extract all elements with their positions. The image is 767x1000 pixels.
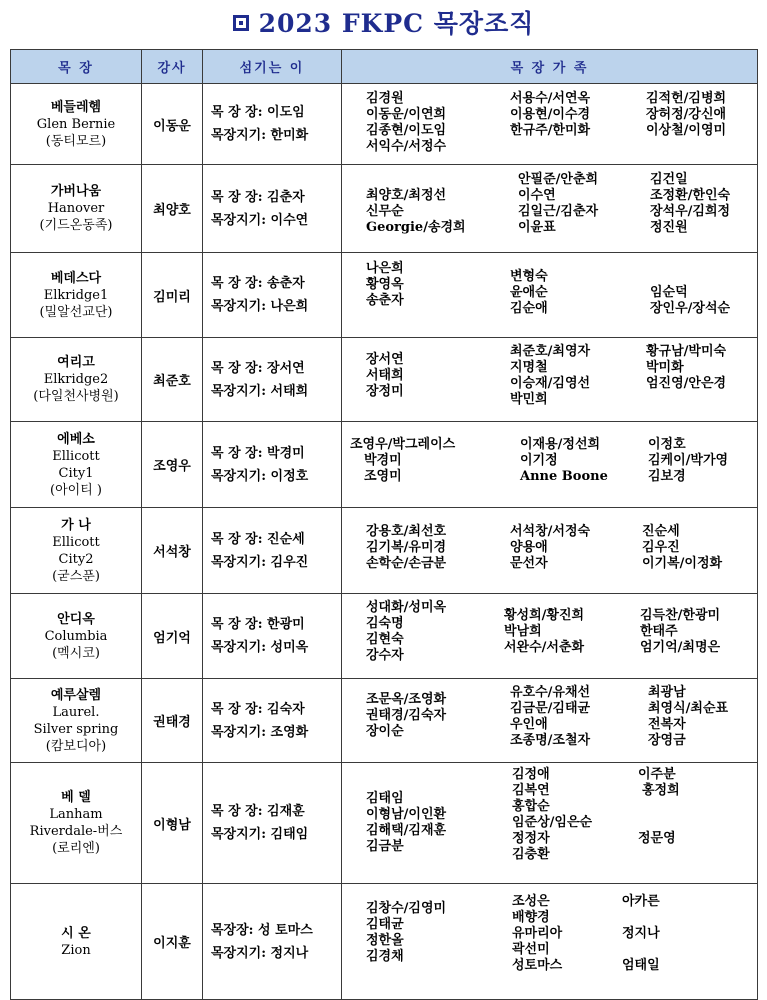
region-name-en: Hanover xyxy=(47,201,105,216)
family-entry: 장이순 xyxy=(366,724,404,739)
family-entry: 정한올 xyxy=(366,933,404,948)
families-cell xyxy=(342,884,758,1000)
family-column xyxy=(510,344,590,408)
family-entry: 손학순/손금분 xyxy=(366,556,447,571)
family-entry: 박남희 xyxy=(504,624,542,639)
family-entry: 정지나 xyxy=(622,926,660,941)
region-name-en: Columbia xyxy=(44,628,108,644)
family-entry: 김경채 xyxy=(366,949,404,964)
helper-text: 목장지기: 한미화 xyxy=(211,128,309,143)
helper-text: 목장지기: 이수연 xyxy=(211,212,309,228)
family-entry: 변형숙 xyxy=(510,269,548,284)
helper-text: 목장지기: 김우진 xyxy=(211,554,309,570)
region-mission: (동티모르) xyxy=(45,133,107,149)
region-cell xyxy=(11,165,142,253)
family-entry: 한태주 xyxy=(640,624,678,639)
region-cell xyxy=(11,508,142,594)
family-column xyxy=(638,767,680,847)
family-entry: 김태임 xyxy=(366,791,404,806)
family-entry: 김보경 xyxy=(648,469,686,484)
pastor-cell: 이지훈 xyxy=(142,884,203,1000)
table-row xyxy=(11,594,758,679)
family-column xyxy=(510,269,548,317)
family-column xyxy=(518,172,598,236)
family-entry: 권태경/김숙자 xyxy=(366,708,447,723)
family-entry: 김현숙 xyxy=(366,632,404,647)
region-name-en: Ellicott xyxy=(52,534,100,550)
family-column xyxy=(520,437,608,485)
family-entry: 장인우/장석순 xyxy=(650,301,731,316)
family-entry: Georgie/송경희 xyxy=(366,220,466,235)
family-entry: 김금문/김태균 xyxy=(510,701,591,716)
leader-text: 목 장 장: 김춘자 xyxy=(211,189,305,205)
region-name-ko: 에베소 xyxy=(57,431,95,447)
family-entry: 이기정 xyxy=(520,453,558,468)
family-entry: 양용애 xyxy=(510,540,548,555)
region-name-en: City1 xyxy=(58,465,94,481)
region-name-en: Glen Bernie xyxy=(36,116,116,132)
servants-cell xyxy=(203,338,342,422)
leader-text: 목 장 장: 김숙자 xyxy=(211,701,305,717)
family-entry: 김태균 xyxy=(366,917,404,932)
table-row xyxy=(11,763,758,884)
family-entry: 임준상/임은순 xyxy=(512,815,593,830)
pastor-cell: 최양호 xyxy=(142,165,203,253)
region-mission: (굳스푼) xyxy=(52,568,100,584)
region-name-ko: 가 나 xyxy=(61,517,91,533)
family-column xyxy=(622,894,660,974)
header-row xyxy=(11,50,758,84)
family-entry: 전복자 xyxy=(648,717,686,732)
leader-text: 목 장 장: 장서연 xyxy=(211,360,305,376)
family-entry: 윤애순 xyxy=(510,285,548,300)
pastor-cell: 서석창 xyxy=(142,508,203,594)
page-title-text: 2023 FKPC 목장조직 xyxy=(258,9,535,38)
region-cell xyxy=(11,763,142,884)
servants-cell xyxy=(203,422,342,508)
family-entry: 서완수/서춘화 xyxy=(504,640,585,655)
family-entry: 안필준/안춘희 xyxy=(518,172,599,187)
family-column xyxy=(510,91,590,139)
pastor-cell: 엄기억 xyxy=(142,594,203,679)
leader-text: 목 장 장: 김재훈 xyxy=(211,804,305,819)
table-row xyxy=(11,884,758,1000)
leader-text: 목 장 장: 진순세 xyxy=(211,531,305,547)
servants-cell xyxy=(203,884,342,1000)
family-column xyxy=(366,261,404,309)
families-cell xyxy=(342,338,758,422)
family-entry: 강용호/최선호 xyxy=(366,524,447,539)
family-entry: 정진원 xyxy=(650,220,688,235)
servants-cell xyxy=(203,594,342,679)
family-entry: 김창수/김영미 xyxy=(366,901,447,916)
family-entry: 이용현/이수경 xyxy=(510,107,591,122)
square-bullet-icon xyxy=(233,15,249,31)
family-entry: 이정호 xyxy=(648,437,686,452)
pastor-cell: 김미리 xyxy=(142,253,203,338)
family-entry: 유호수/유채선 xyxy=(510,685,591,700)
family-entry: 장영금 xyxy=(648,733,686,748)
family-entry: 박경미 xyxy=(364,453,402,468)
family-entry: 문선자 xyxy=(510,556,548,571)
region-mission: (밀알선교단) xyxy=(39,304,113,320)
families-cell xyxy=(342,165,758,253)
family-entry: 김복연 xyxy=(512,783,550,798)
region-name-en: Silver spring xyxy=(33,721,119,737)
family-column xyxy=(510,524,590,572)
servants-cell xyxy=(203,763,342,884)
family-entry: 장석우/김희정 xyxy=(650,204,731,219)
family-entry: 이재용/정선희 xyxy=(520,437,601,452)
family-entry: 강수자 xyxy=(366,648,404,663)
region-cell xyxy=(11,594,142,679)
family-entry: 박민희 xyxy=(510,392,548,407)
family-entry: 나은희 xyxy=(366,261,404,276)
region-name-en: Laurel. xyxy=(52,704,100,720)
family-entry: 서태희 xyxy=(366,368,404,383)
family-entry: 엄기억/최명은 xyxy=(640,640,721,655)
families-cell xyxy=(342,594,758,679)
header-pastor: 강사 xyxy=(142,50,203,84)
family-entry: 서석창/서정숙 xyxy=(510,524,591,539)
family-column xyxy=(512,894,562,974)
helper-text: 목장지기: 성미옥 xyxy=(211,640,309,655)
families-cell xyxy=(342,679,758,763)
family-entry: 김우진 xyxy=(642,540,680,555)
servants-cell xyxy=(203,165,342,253)
families-cell xyxy=(342,422,758,508)
family-entry: 박미화 xyxy=(646,360,684,375)
family-entry: 조성은 xyxy=(512,894,550,909)
family-entry: 이수연 xyxy=(518,188,556,203)
family-entry: 김일근/김춘자 xyxy=(518,204,599,219)
region-mission: (멕시코) xyxy=(52,645,100,661)
table-row xyxy=(11,253,758,338)
families-cell xyxy=(342,763,758,884)
region-mission: (아이티 ) xyxy=(50,482,102,498)
table-row xyxy=(11,165,758,253)
family-column xyxy=(642,524,722,572)
family-entry: 성토마스 xyxy=(512,958,563,973)
servants-cell xyxy=(203,679,342,763)
table-row xyxy=(11,679,758,763)
family-entry: 최광남 xyxy=(648,685,686,700)
servants-cell xyxy=(203,84,342,165)
family-entry: 장정미 xyxy=(366,384,404,399)
family-column xyxy=(650,285,730,317)
header-mokjang: 목 장 xyxy=(11,50,142,84)
family-entry: 이형남/이인환 xyxy=(366,807,447,822)
family-entry: 엄태일 xyxy=(622,958,660,973)
family-entry: 조문옥/조영화 xyxy=(366,692,447,707)
region-cell xyxy=(11,884,142,1000)
pastor-cell: 조영우 xyxy=(142,422,203,508)
family-entry: 김케이/박가영 xyxy=(648,453,729,468)
family-entry: 황성희/황진희 xyxy=(504,608,585,623)
family-entry: Anne Boone xyxy=(520,469,608,484)
family-entry: 홍정희 xyxy=(642,783,680,798)
region-name-ko: 베데스다 xyxy=(50,270,102,286)
family-entry: 한규주/한미화 xyxy=(510,123,591,138)
family-entry: 이기복/이정화 xyxy=(642,556,723,571)
family-entry: 장서연 xyxy=(366,352,404,367)
family-column xyxy=(646,91,726,139)
family-column xyxy=(366,600,446,664)
family-entry: 엄진영/안은경 xyxy=(646,376,727,391)
family-entry: 성대화/성미옥 xyxy=(366,600,447,615)
family-entry: 이주분 xyxy=(638,767,676,782)
leader-text: 목 장 장: 박경미 xyxy=(211,445,305,461)
family-entry: 김경원 xyxy=(366,91,404,106)
leader-text: 목 장 장: 이도임 xyxy=(211,105,305,120)
region-mission: (기드온동족) xyxy=(39,218,113,233)
family-entry: 진순세 xyxy=(642,524,680,539)
family-entry: 조종명/조철자 xyxy=(510,733,591,748)
helper-text: 목장지기: 서태희 xyxy=(211,383,309,399)
pastor-cell: 최준호 xyxy=(142,338,203,422)
table-row xyxy=(11,508,758,594)
region-name-ko: 안디옥 xyxy=(57,611,95,627)
pastor-cell: 이형남 xyxy=(142,763,203,884)
helper-text: 목장지기: 김태임 xyxy=(211,827,309,842)
family-column xyxy=(366,352,404,400)
family-entry: 최영식/최순표 xyxy=(648,701,729,716)
family-entry: 김건일 xyxy=(650,172,688,187)
family-column xyxy=(366,91,446,155)
family-entry: 이동운/이연희 xyxy=(366,107,447,122)
family-column xyxy=(650,172,730,236)
family-entry: 최양호/최정선 xyxy=(366,188,447,203)
region-name-ko: 예루살렘 xyxy=(50,687,102,703)
region-name-en: Riverdale-버스 xyxy=(29,824,123,839)
family-entry: 조영우/박그레이스 xyxy=(350,437,456,452)
family-entry: 김순애 xyxy=(510,301,548,316)
family-entry: 김득찬/한광미 xyxy=(640,608,721,623)
table-row xyxy=(11,422,758,508)
helper-text: 목장지기: 정지나 xyxy=(211,945,309,961)
region-name-ko: 시 온 xyxy=(61,925,91,941)
family-entry: 신무순 xyxy=(366,204,404,219)
families-cell xyxy=(342,253,758,338)
header-servants: 섬기는 이 xyxy=(203,50,342,84)
family-entry: 김충환 xyxy=(512,847,550,862)
helper-text: 목장지기: 나은희 xyxy=(211,299,309,314)
region-name-en: Elkridge1 xyxy=(43,287,109,303)
family-entry: 이윤표 xyxy=(518,220,556,235)
family-entry: 조영미 xyxy=(364,469,402,484)
family-entry: 임순덕 xyxy=(650,285,688,300)
family-column xyxy=(366,692,446,740)
family-column xyxy=(512,767,592,863)
family-entry: 김해택/김재훈 xyxy=(366,823,447,838)
family-entry: 조정환/한인숙 xyxy=(650,188,731,203)
family-column xyxy=(366,188,466,236)
region-cell xyxy=(11,422,142,508)
family-entry: 서익수/서정수 xyxy=(366,139,447,154)
family-column xyxy=(504,608,584,656)
family-entry: 유마리아 xyxy=(512,926,563,941)
region-mission: (로리엔) xyxy=(52,841,100,856)
region-cell xyxy=(11,679,142,763)
table-row xyxy=(11,84,758,165)
family-entry: 곽선미 xyxy=(512,942,550,957)
family-entry: 송춘자 xyxy=(366,293,404,308)
page-title xyxy=(0,4,767,40)
region-mission: (캄보디아) xyxy=(45,738,107,754)
mokjang-table xyxy=(10,49,758,1000)
family-entry: 이상철/이영미 xyxy=(646,123,727,138)
family-column xyxy=(648,685,728,749)
family-column xyxy=(366,524,446,572)
region-name-ko: 여리고 xyxy=(57,355,95,370)
family-entry: 황규남/박미숙 xyxy=(646,344,727,359)
leader-text: 목장장: 성 토마스 xyxy=(211,922,313,938)
family-entry: 장허정/강신애 xyxy=(646,107,727,122)
family-entry: 이승재/김영선 xyxy=(510,376,591,391)
leader-text: 목 장 장: 송춘자 xyxy=(211,276,305,291)
helper-text: 목장지기: 조영화 xyxy=(211,724,309,740)
region-name-ko: 가버나움 xyxy=(50,184,102,199)
family-column xyxy=(366,791,446,855)
family-entry: 정문영 xyxy=(638,831,676,846)
helper-text: 목장지기: 이정호 xyxy=(211,468,309,484)
region-name-en: Ellicott xyxy=(52,448,100,464)
region-cell xyxy=(11,253,142,338)
family-entry: 배향경 xyxy=(512,910,550,925)
family-column xyxy=(648,437,728,485)
family-entry: 김정애 xyxy=(512,767,550,782)
families-cell xyxy=(342,508,758,594)
family-column xyxy=(640,608,720,656)
family-entry: 지명철 xyxy=(510,360,548,375)
family-entry: 김종현/이도임 xyxy=(366,123,447,138)
region-name-ko: 베 델 xyxy=(61,790,91,805)
servants-cell xyxy=(203,508,342,594)
pastor-cell: 이동운 xyxy=(142,84,203,165)
family-column xyxy=(646,344,726,392)
region-mission: (다일천사병원) xyxy=(33,389,119,404)
family-entry: 김숙명 xyxy=(366,616,404,631)
region-name-ko: 베들레헴 xyxy=(50,99,102,115)
family-entry: 김적헌/김병희 xyxy=(646,91,727,106)
header-families: 목 장 가 족 xyxy=(342,50,758,84)
family-entry: 정정자 xyxy=(512,831,550,846)
family-entry: 우인애 xyxy=(510,717,548,732)
family-entry: 서용수/서연옥 xyxy=(510,91,591,106)
family-entry: 김금분 xyxy=(366,839,404,854)
family-entry: 최준호/최영자 xyxy=(510,344,591,359)
family-entry: 아카른 xyxy=(622,894,660,909)
table-row xyxy=(11,338,758,422)
pastor-cell: 권태경 xyxy=(142,679,203,763)
region-cell xyxy=(11,338,142,422)
region-name-en: Lanham xyxy=(49,807,103,822)
region-cell xyxy=(11,84,142,165)
family-column xyxy=(366,901,446,965)
families-cell xyxy=(342,84,758,165)
region-name-en: Elkridge2 xyxy=(43,372,109,387)
leader-text: 목 장 장: 한광미 xyxy=(211,617,305,632)
family-column xyxy=(510,685,590,749)
region-name-en: City2 xyxy=(58,551,94,567)
family-entry: 황영옥 xyxy=(366,277,404,292)
family-column xyxy=(350,437,455,485)
region-name-en: Zion xyxy=(61,942,91,958)
servants-cell xyxy=(203,253,342,338)
family-entry: 홍합순 xyxy=(512,799,550,814)
family-entry: 김기복/유미경 xyxy=(366,540,447,555)
